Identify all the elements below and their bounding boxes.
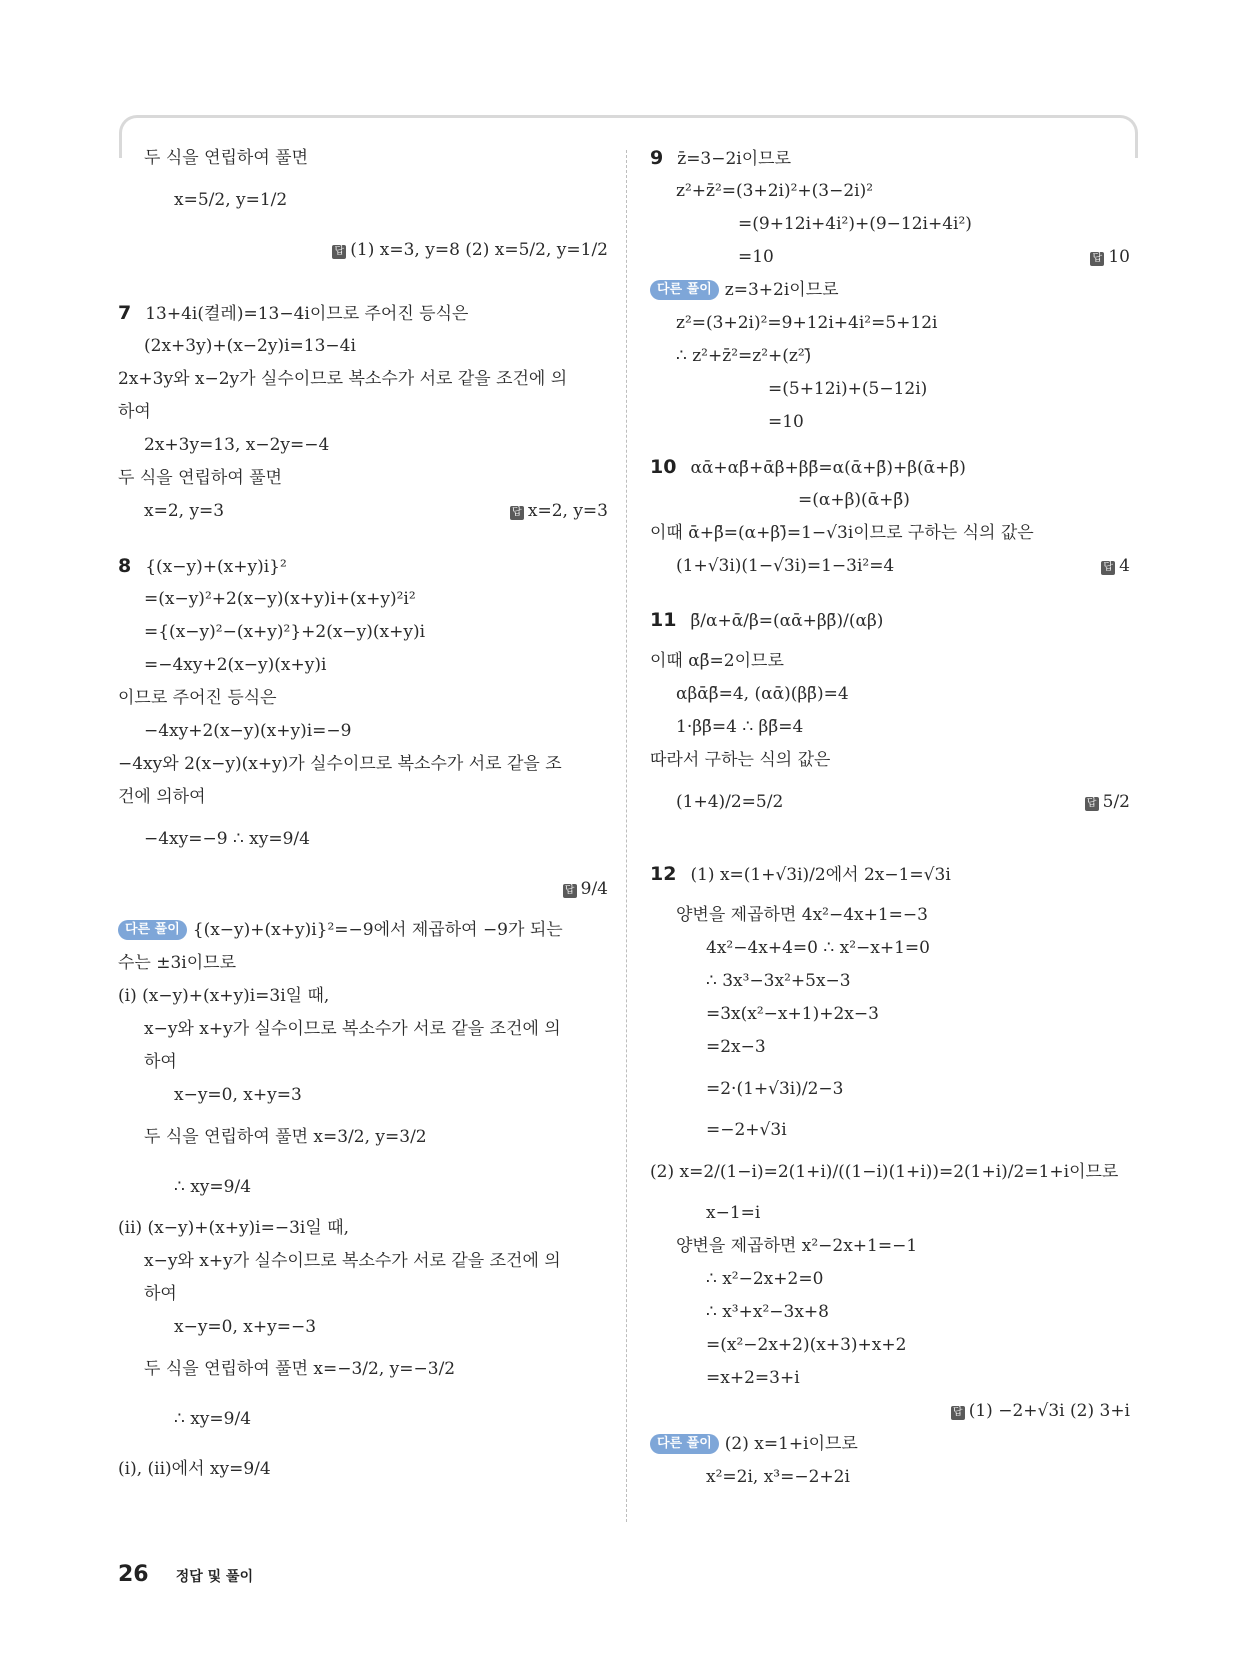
answer	[510, 495, 608, 528]
line-text: z̄=3−2i이므로	[677, 149, 792, 169]
line-text: x=5/2, y=1/2	[174, 190, 288, 210]
line-text: (2) x=2/(1−i)=2(1+i)/((1−i)(1+i))=2(1+i)/2=1+i이므로	[650, 1162, 1119, 1182]
line-text: 13+4i(켤레)=13−4i이므로 주어진 등식은	[145, 304, 469, 324]
solution-line	[650, 1362, 1130, 1395]
solution-line	[650, 208, 1130, 241]
line-text: αβᾱβ̄=4, (αᾱ)(ββ̄)=4	[676, 684, 849, 704]
line-text: x=2, y=3	[144, 501, 225, 521]
answer-text: 10	[1108, 247, 1130, 267]
line-text: −4xy와 2(x−y)(x+y)가 실수이므로 복소수가 서로 같을 조	[118, 754, 562, 774]
line-text: 건에 의하여	[118, 787, 206, 807]
solution-line	[118, 1311, 608, 1344]
line-text: β̄/α+ᾱ/β=(αᾱ+ββ̄)/(αβ)	[690, 611, 884, 631]
solution-line	[650, 484, 1130, 517]
solution-line	[650, 678, 1130, 711]
line-text: =(x²−2x+2)(x+3)+x+2	[706, 1335, 907, 1355]
solution-line	[650, 307, 1130, 340]
solution-line	[118, 1046, 608, 1079]
line-text: ∴ x²−2x+2=0	[706, 1269, 824, 1289]
solution-line	[650, 998, 1130, 1031]
solution-line	[118, 175, 608, 225]
alt-solution-badge: 다른 풀이	[118, 920, 187, 940]
line-text: =−2+√3i	[706, 1120, 787, 1140]
line-text: =x+2=3+i	[706, 1368, 800, 1388]
solution-line	[118, 1245, 608, 1278]
line-text: z=3+2i이므로	[724, 280, 839, 300]
solution-line	[650, 241, 1130, 274]
solution-line	[118, 682, 608, 715]
solution-line	[650, 583, 1130, 595]
answer-text: (1) x=3, y=8 (2) x=5/2, y=1/2	[350, 240, 608, 260]
solution-line	[650, 1031, 1130, 1064]
column-divider	[626, 150, 627, 1522]
line-text: {(x−y)+(x+y)i}²=−9에서 제곱하여 −9가 되는	[192, 920, 563, 940]
answer-icon: 답	[510, 506, 524, 520]
solution-line	[118, 462, 608, 495]
answer-text: (1) −2+√3i (2) 3+i	[968, 1401, 1130, 1421]
solution-line	[650, 175, 1130, 208]
solution-line	[650, 439, 1130, 451]
line-text: 따라서 구하는 식의 값은	[650, 750, 831, 770]
solution-line	[118, 1444, 608, 1494]
solution-line	[118, 1212, 608, 1245]
solution-line	[650, 1230, 1130, 1263]
solution-line	[118, 396, 608, 429]
line-text: 이때 ᾱ+β̄=(α+β)̄=1−√3i이므로 구하는 식의 값은	[650, 523, 1034, 543]
solution-line	[650, 965, 1130, 998]
line-text: (ii) (x−y)+(x+y)i=−3i일 때,	[118, 1218, 350, 1238]
solution-line	[650, 711, 1130, 744]
solution-line	[650, 1064, 1130, 1114]
solution-line	[118, 1079, 608, 1112]
solution-line	[650, 932, 1130, 965]
left-column	[118, 142, 608, 1494]
line-text: x−1=i	[706, 1203, 761, 1223]
solution-line	[118, 583, 608, 616]
solution-line	[118, 429, 608, 462]
problem-number: 12	[650, 863, 677, 885]
solution-line	[118, 225, 608, 275]
solution-line	[650, 406, 1130, 439]
line-text: 2x+3y와 x−2y가 실수이므로 복소수가 서로 같을 조건에 의	[118, 369, 568, 389]
solution-line	[118, 297, 608, 330]
solution-line	[650, 1461, 1130, 1494]
answer-text: 5/2	[1102, 792, 1130, 812]
line-text: 4x²−4x+4=0 ∴ x²−x+1=0	[706, 938, 930, 958]
solution-line	[118, 814, 608, 864]
line-text: 하여	[144, 1052, 177, 1072]
problem-number: 10	[650, 456, 677, 478]
answer-text: 9/4	[580, 879, 608, 899]
solution-line	[118, 980, 608, 1013]
solution-line	[118, 495, 608, 528]
line-text: 이므로 주어진 등식은	[118, 688, 277, 708]
solution-line	[650, 595, 1130, 645]
line-text: (i) (x−y)+(x+y)i=3i일 때,	[118, 986, 330, 1006]
right-column	[650, 142, 1130, 1494]
solution-line	[118, 947, 608, 980]
line-text: =10	[738, 247, 774, 267]
solution-line	[118, 864, 608, 914]
answer	[332, 225, 608, 275]
line-text: 두 식을 연립하여 풀면 x=3/2, y=3/2	[144, 1127, 427, 1147]
answer-icon: 답	[563, 884, 577, 898]
line-text: −4xy+2(x−y)(x+y)i=−9	[144, 721, 352, 741]
solution-line	[650, 451, 1130, 484]
line-text: 하여	[118, 402, 151, 422]
line-text: x−y=0, x+y=−3	[174, 1317, 317, 1337]
solution-line	[650, 1428, 1130, 1461]
line-text: 두 식을 연립하여 풀면 x=−3/2, y=−3/2	[144, 1359, 456, 1379]
answer	[951, 1395, 1130, 1428]
line-text: 양변을 제곱하면 x²−2x+1=−1	[676, 1236, 918, 1256]
solution-line	[650, 1329, 1130, 1362]
solution-line	[650, 777, 1130, 827]
line-text: =10	[768, 412, 804, 432]
answer	[1101, 550, 1130, 583]
line-text: x−y와 x+y가 실수이므로 복소수가 서로 같을 조건에 의	[144, 1019, 561, 1039]
solution-line	[650, 645, 1130, 678]
problem-number: 9	[650, 147, 664, 169]
solution-line	[118, 649, 608, 682]
solution-line	[118, 715, 608, 748]
solution-line	[118, 748, 608, 781]
solution-line	[118, 914, 608, 947]
solution-line	[650, 517, 1130, 550]
line-text: {(x−y)+(x+y)i}²	[145, 557, 287, 577]
line-text: =(5+12i)+(5−12i)	[768, 379, 928, 399]
answer-text: 4	[1119, 556, 1130, 576]
problem-number: 11	[650, 609, 677, 631]
solution-line	[650, 1263, 1130, 1296]
problem-number: 7	[118, 302, 132, 324]
page-number: 26	[118, 1562, 149, 1587]
line-text: 1·ββ̄=4 ∴ ββ̄=4	[676, 717, 804, 737]
solution-line	[118, 781, 608, 814]
line-text: (1+√3i)(1−√3i)=1−3i²=4	[676, 556, 895, 576]
page-footer	[118, 1560, 253, 1590]
line-text: 하여	[144, 1284, 177, 1304]
line-text: x−y=0, x+y=3	[174, 1085, 302, 1105]
line-text: =2x−3	[706, 1037, 766, 1057]
line-text: 이때 αβ̄=2이므로	[650, 651, 784, 671]
line-text: ∴ 3x³−3x²+5x−3	[706, 971, 851, 991]
solution-line	[650, 744, 1130, 777]
solution-line	[118, 550, 608, 583]
line-text: ∴ xy=9/4	[174, 1177, 252, 1197]
line-text: =2·(1+√3i)/2−3	[706, 1079, 844, 1099]
solution-line	[118, 1278, 608, 1311]
answer	[563, 864, 608, 914]
problem-number: 8	[118, 555, 132, 577]
solution-line	[650, 1114, 1130, 1147]
solution-line	[118, 142, 608, 175]
line-text: 양변을 제곱하면 4x²−4x+1=−3	[676, 905, 928, 925]
solution-line	[650, 274, 1130, 307]
solution-line	[650, 142, 1130, 175]
answer	[1090, 241, 1130, 274]
alt-solution-badge: 다른 풀이	[650, 1434, 719, 1454]
solution-line	[118, 330, 608, 363]
answer-icon: 답	[1101, 561, 1115, 575]
line-text: =(x−y)²+2(x−y)(x+y)i+(x+y)²i²	[144, 589, 416, 609]
solution-line	[118, 1394, 608, 1444]
solution-line	[118, 1162, 608, 1212]
answer-text: x=2, y=3	[527, 501, 608, 521]
line-text: x²=2i, x³=−2+2i	[706, 1467, 850, 1487]
line-text: ∴ x³+x²−3x+8	[706, 1302, 829, 1322]
line-text: (1+4)/2=5/2	[676, 792, 784, 812]
line-text: (2) x=1+i이므로	[724, 1434, 858, 1454]
line-text: x−y와 x+y가 실수이므로 복소수가 서로 같을 조건에 의	[144, 1251, 561, 1271]
solution-line	[650, 827, 1130, 849]
line-text: (2x+3y)+(x−2y)i=13−4i	[144, 336, 356, 356]
line-text: ∴ z²+z̄²=z²+(z²)̄	[676, 346, 812, 366]
line-text: 두 식을 연립하여 풀면	[118, 468, 283, 488]
line-text: =(9+12i+4i²)+(9−12i+4i²)	[738, 214, 972, 234]
solution-line	[650, 373, 1130, 406]
answer-icon: 답	[951, 1406, 965, 1420]
line-text: ∴ xy=9/4	[174, 1409, 252, 1429]
solution-line	[650, 550, 1130, 583]
line-text: =(α+β)(ᾱ+β̄)	[798, 490, 910, 510]
line-text: =−4xy+2(x−y)(x+y)i	[144, 655, 327, 675]
answer-icon: 답	[1090, 252, 1104, 266]
line-text: 수는 ±3i이므로	[118, 953, 237, 973]
answer-icon: 답	[1085, 797, 1099, 811]
solution-line	[650, 1147, 1130, 1197]
line-text: αᾱ+αβ̄+ᾱβ+ββ̄=α(ᾱ+β̄)+β(ᾱ+β̄)	[690, 458, 966, 478]
answer	[1085, 777, 1130, 827]
solution-line	[650, 1197, 1130, 1230]
solution-line	[118, 616, 608, 649]
answer-icon: 답	[332, 245, 346, 259]
line-text: (1) x=(1+√3i)/2에서 2x−1=√3i	[690, 865, 951, 885]
solution-line	[118, 363, 608, 396]
line-text: 두 식을 연립하여 풀면	[144, 148, 309, 168]
solution-line	[118, 528, 608, 550]
solution-line	[118, 1013, 608, 1046]
line-text: z²=(3+2i)²=9+12i+4i²=5+12i	[676, 313, 938, 333]
line-text: −4xy=−9 ∴ xy=9/4	[144, 829, 310, 849]
solution-line	[650, 1395, 1130, 1428]
solution-line	[118, 1344, 608, 1394]
line-text: z²+z̄²=(3+2i)²+(3−2i)²	[676, 181, 874, 201]
line-text: ={(x−y)²−(x+y)²}+2(x−y)(x+y)i	[144, 622, 426, 642]
line-text: 2x+3y=13, x−2y=−4	[144, 435, 330, 455]
alt-solution-badge: 다른 풀이	[650, 280, 719, 300]
solution-line	[650, 849, 1130, 899]
solution-line	[118, 275, 608, 297]
footer-label: 정답 및 풀이	[175, 1569, 254, 1585]
solution-line	[650, 899, 1130, 932]
line-text: =3x(x²−x+1)+2x−3	[706, 1004, 879, 1024]
solution-line	[650, 1296, 1130, 1329]
line-text: (i), (ii)에서 xy=9/4	[118, 1459, 271, 1479]
solution-line	[650, 340, 1130, 373]
solution-line	[118, 1112, 608, 1162]
